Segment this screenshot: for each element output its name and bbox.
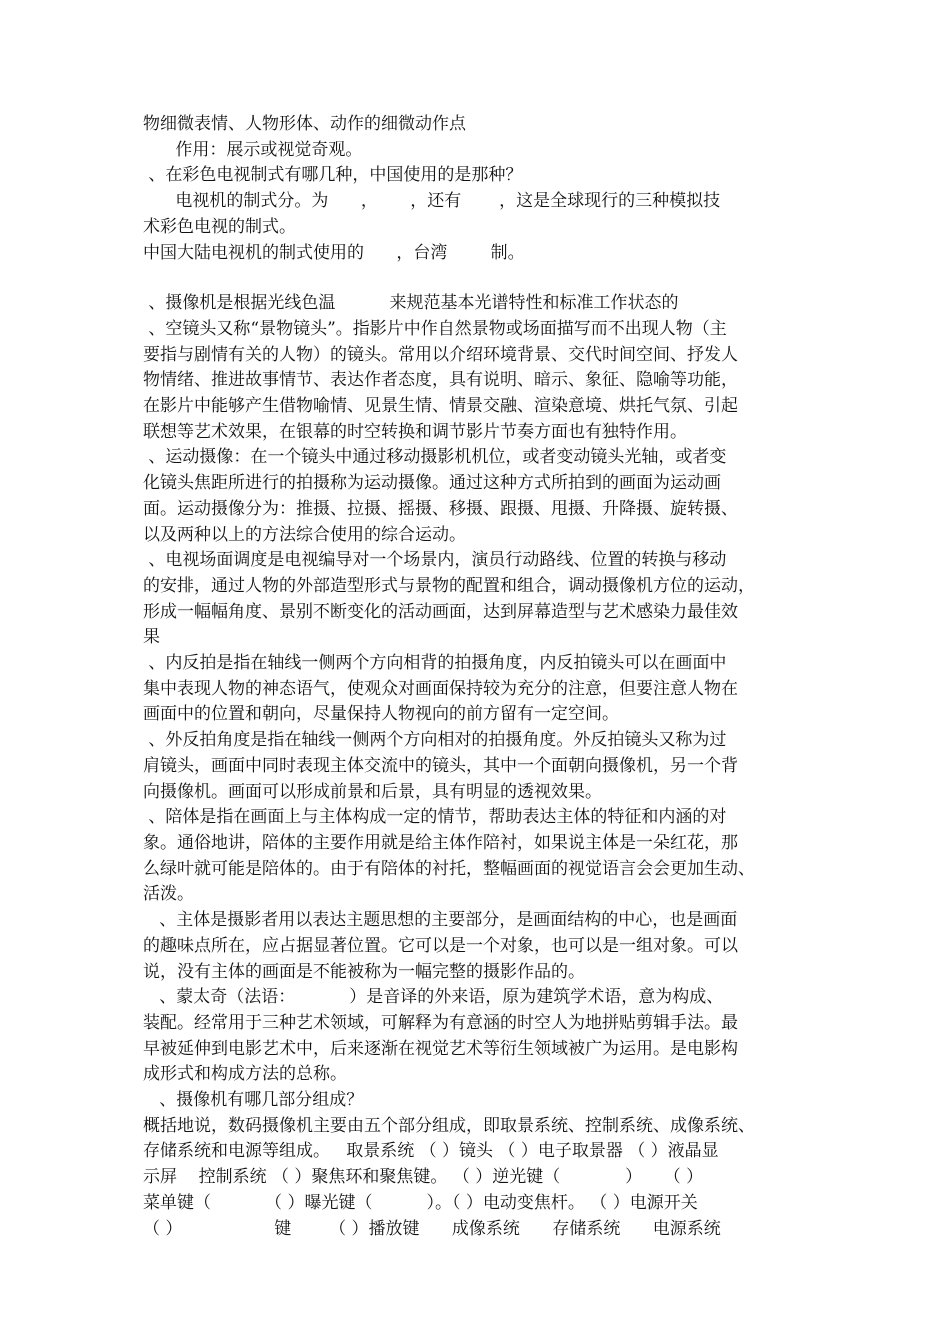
text-line: 、蒙太奇（法语： ）是音译的外来语，原为建筑学术语，意为构成、 xyxy=(143,987,724,1008)
text-line: 成形式和构成方法的总称。 xyxy=(143,1064,347,1085)
text-line: 早被延伸到电影艺术中，后来逐渐在视觉艺术等衍生领域被广为运用。是电影构 xyxy=(143,1038,738,1059)
text-line: 肩镜头，画面中同时表现主体交流中的镜头，其中一个面朝向摄像机，另一个背 xyxy=(143,755,738,776)
text-line: 、主体是摄影者用以表达主题思想的主要部分，是画面结构的中心，也是画面 xyxy=(143,910,738,931)
text-line: 形成一幅幅角度、景别不断变化的活动画面，达到屏幕造型与艺术感染力最佳效 xyxy=(143,601,738,622)
text-line: 物情绪、推进故事情节、表达作者态度，具有说明、暗示、象征、隐喻等功能， xyxy=(143,370,738,391)
text-line: （ ） 键 （ ）播放键 成像系统 存储系统 电源系统 xyxy=(143,1218,721,1239)
text-line: 要指与剧情有关的人物）的镜头。常用以介绍环境背景、交代时间空间、抒发人 xyxy=(143,344,738,365)
text-line: 的趣味点所在，应占据显著位置。它可以是一个对象，也可以是一组对象。可以 xyxy=(143,935,738,956)
text-line: 向摄像机。画面可以形成前景和后景，具有明显的透视效果。 xyxy=(143,781,602,802)
text-line: 、摄像机有哪几部分组成？ xyxy=(143,1090,364,1111)
text-line: 化镜头焦距所进行的拍摄称为运动摄像。通过这种方式所拍到的画面为运动画 xyxy=(143,473,721,494)
text-line: 装配。经常用于三种艺术领域，可解释为有意涵的时空人为地拼贴剪辑手法。最 xyxy=(143,1012,738,1033)
text-line: 作用：展示或视觉奇观。 xyxy=(143,139,363,160)
text-line: 概括地说，数码摄像机主要由五个部分组成，即取景系统、控制系统、成像系统、 xyxy=(143,1115,755,1136)
document-page xyxy=(143,112,815,1242)
text-line: 、外反拍角度是指在轴线一侧两个方向相对的拍摄角度。外反拍镜头又称为过 xyxy=(143,730,727,751)
text-line: 在影片中能够产生借物喻情、见景生情、情景交融、渲染意境、烘托气氛、引起 xyxy=(143,396,738,417)
text-line: 术彩色电视的制式。 xyxy=(143,216,296,237)
text-line: 、陪体是指在画面上与主体构成一定的情节，帮助表达主体的特征和内涵的对 xyxy=(143,807,727,828)
text-line: 中国大陆电视机的制式使用的 ，台湾 制。 xyxy=(143,242,525,263)
text-line: 、运动摄像：在一个镜头中通过移动摄影机机位，或者变动镜头光轴，或者变 xyxy=(143,447,727,468)
text-line: 菜单键（ （ ）曝光键（ ）。（ ）电动变焦杆。 （ ）电源开关 xyxy=(143,1192,698,1213)
text-line: 电视机的制式分。为 ， ，还有 ，这是全球现行的三种模拟技 xyxy=(143,191,721,212)
text-line: 、在彩色电视制式有哪几种，中国使用的是那种？ xyxy=(143,165,523,186)
text-line: 、电视场面调度是电视编导对一个场景内，演员行动路线、位置的转换与移动 xyxy=(143,550,727,571)
text-line: 集中表现人物的神态语气，使观众对画面保持较为充分的注意，但要注意人物在 xyxy=(143,678,738,699)
text-line: 示屏 控制系统 （ ）聚焦环和聚焦键。 （ ）逆光键（ ） （ ） xyxy=(143,1167,704,1188)
text-line: 、空镜头又称“景物镜头”。指影片中作自然景物或场面描写而不出现人物（主 xyxy=(143,318,727,339)
text-line: 画面中的位置和朝向，尽量保持人物视向的前方留有一定空间。 xyxy=(143,704,619,725)
text-line: 活泼。 xyxy=(143,884,194,905)
text-line: 果 xyxy=(143,627,160,648)
text-line: 说，没有主体的画面是不能被称为一幅完整的摄影作品的。 xyxy=(143,961,585,982)
text-line: 么绿叶就可能是陪体的。由于有陪体的衬托，整幅画面的视觉语言会会更加生动、 xyxy=(143,858,755,879)
text-line: 以及两种以上的方法综合使用的综合运动。 xyxy=(143,524,466,545)
text-line: 面。运动摄像分为：推摄、拉摄、摇摄、移摄、跟摄、甩摄、升降摄、旋转摄、 xyxy=(143,498,738,519)
paragraph-gap xyxy=(143,266,815,291)
text-line: 象。通俗地讲，陪体的主要作用就是给主体作陪衬，如果说主体是一朵红花，那 xyxy=(143,832,738,853)
text-line: 、摄像机是根据光线色温 来规范基本光谱特性和标准工作状态的 xyxy=(143,293,679,314)
text-line: 物细微表情、人物形体、动作的细微动作点 xyxy=(143,114,466,134)
text-line: 、内反拍是指在轴线一侧两个方向相背的拍摄角度，内反拍镜头可以在画面中 xyxy=(143,653,727,674)
text-line: 存储系统和电源等组成。 取景系统 （ ）镜头 （ ）电子取景器 （ ）液晶显 xyxy=(143,1141,719,1162)
text-line: 的安排，通过人物的外部造型形式与景物的配置和组合，调动摄像机方位的运动， xyxy=(143,575,755,596)
text-line: 联想等艺术效果，在银幕的时空转换和调节影片节奏方面也有独特作用。 xyxy=(143,421,687,442)
